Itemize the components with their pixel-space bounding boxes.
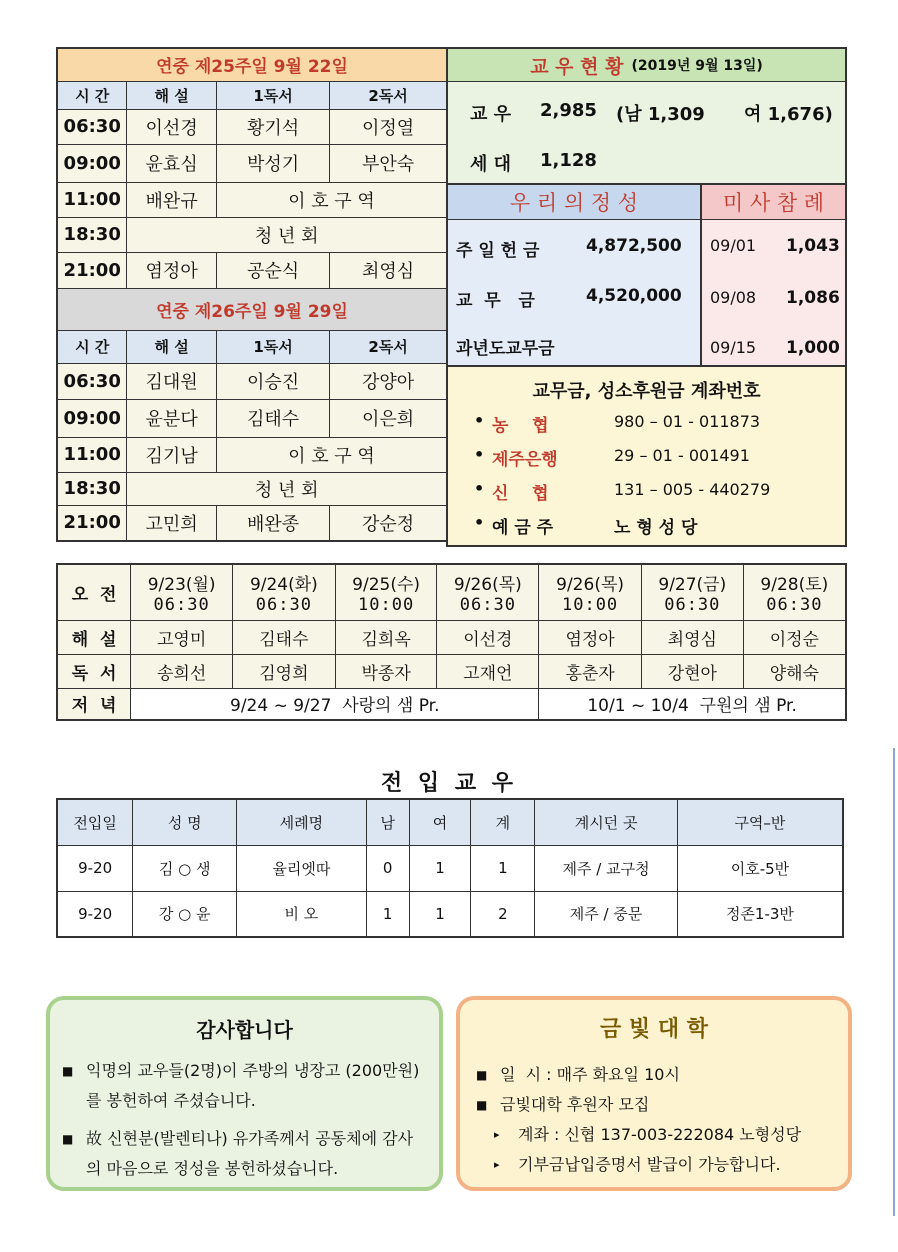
name-cell: 청 년 회 [127, 217, 447, 252]
name-cell: 김기남 [127, 437, 216, 472]
offering-label: 교 무 금 [456, 291, 535, 311]
day-date: 9/27(금) [658, 574, 727, 595]
cell: 제주 / 중문 [535, 891, 678, 937]
header-cell: 계시던 곳 [535, 799, 678, 845]
name-cell: 윤분다 [127, 399, 216, 437]
name-cell: 홍춘자 [539, 654, 642, 688]
square-bullet-icon: ■ [476, 1068, 488, 1082]
cell: 정존1-3반 [677, 891, 843, 937]
header-cell: 여 [409, 799, 471, 845]
college-subtext: 기부금납입증명서 발급이 가능합니다. [518, 1155, 781, 1174]
mass-date: 09/08 [710, 288, 757, 307]
name-cell: 황기석 [216, 109, 329, 144]
list-item [62, 1056, 422, 1116]
evening-schedule-2: 10/1 ~ 10/4 구원의 샘 Pr. [539, 688, 846, 720]
cell: 김 ○ 생 [133, 845, 237, 891]
header-reading2: 2독서 [330, 330, 447, 363]
name-cell: 배완종 [216, 505, 329, 541]
day-date: 9/23(월) [147, 574, 216, 595]
header-cell: 구역–반 [677, 799, 843, 845]
header-reading1: 1독서 [216, 81, 329, 109]
name-cell: 공순식 [216, 252, 329, 288]
day-cell [131, 564, 233, 620]
table-row [57, 363, 447, 399]
day-cell [233, 564, 336, 620]
name-cell: 강순정 [330, 505, 447, 541]
table-row [57, 182, 447, 217]
cell: 제주 / 교구청 [535, 845, 678, 891]
name-cell: 김희옥 [335, 620, 437, 654]
time-cell: 11:00 [57, 182, 127, 217]
account-number: 980 – 01 - 011873 [614, 412, 761, 431]
header-cell: 계 [471, 799, 535, 845]
day-time: 10:00 [358, 594, 415, 615]
table-row [57, 620, 846, 654]
name-cell: 박종자 [335, 654, 437, 688]
day-cell [641, 564, 743, 620]
day-time: 06:30 [664, 594, 721, 615]
week26-title: 연중 제26주일 9월 29일 [57, 288, 447, 330]
name-cell: 이선경 [127, 109, 216, 144]
cell: 강 ○ 윤 [133, 891, 237, 937]
table-row [57, 891, 843, 937]
mass-date: 09/15 [710, 338, 757, 357]
name-cell: 강양아 [330, 363, 447, 399]
header-reading2: 2독서 [330, 81, 447, 109]
day-date: 9/25(수) [352, 574, 421, 595]
evening-schedule-1: 9/24 ~ 9/27 사랑의 샘 Pr. [131, 688, 539, 720]
header-cell: 전입일 [57, 799, 133, 845]
table-row [57, 217, 447, 252]
households-value: 1,128 [540, 150, 597, 171]
label-evening: 저 녁 [57, 688, 131, 720]
cell: 이호-5반 [677, 845, 843, 891]
name-cell: 이 호 구 역 [216, 182, 447, 217]
list-item [476, 1090, 846, 1120]
cell: 9-20 [57, 845, 133, 891]
account-box [446, 365, 847, 547]
label-morning: 오 전 [57, 564, 131, 620]
male-count: (남 1,309 [616, 104, 705, 125]
mass-date: 09/01 [710, 236, 757, 255]
list-item [476, 1120, 846, 1150]
header-time: 시 간 [57, 330, 127, 363]
name-cell: 김태수 [233, 620, 336, 654]
list-item [476, 1150, 846, 1180]
cell: 1 [409, 891, 471, 937]
name-cell: 박성기 [216, 144, 329, 182]
triangle-bullet-icon: ▸ [494, 1158, 500, 1171]
account-row: • 신 협 131 – 005 - 440279 [474, 479, 771, 504]
status-date: (2019년 9월 13일) [631, 58, 763, 74]
name-cell: 고재언 [437, 654, 539, 688]
transfer-title: 전 입 교 우 [381, 771, 517, 796]
offering-value: 4,872,500 [586, 236, 682, 256]
name-cell: 송희선 [131, 654, 233, 688]
cell: 1 [471, 845, 535, 891]
mass-attendance-box [700, 183, 847, 367]
table-row [57, 437, 447, 472]
header-cell: 남 [366, 799, 409, 845]
status-body [448, 82, 845, 184]
name-cell: 최영심 [641, 620, 743, 654]
name-cell: 부안숙 [330, 144, 447, 182]
name-cell: 이정순 [743, 620, 846, 654]
time-cell: 18:30 [57, 472, 127, 505]
account-row: • 농 협 980 – 01 - 011873 [474, 411, 761, 436]
name-cell: 김대원 [127, 363, 216, 399]
list-item [476, 1060, 846, 1090]
name-cell: 고민희 [127, 505, 216, 541]
day-date: 9/26(목) [556, 574, 625, 595]
bank-name: 제주은행 [492, 450, 558, 470]
cell: 0 [366, 845, 409, 891]
time-cell: 11:00 [57, 437, 127, 472]
header-commentary: 해 설 [127, 81, 216, 109]
name-cell: 김영희 [233, 654, 336, 688]
day-cell [335, 564, 437, 620]
account-number: 131 – 005 - 440279 [614, 480, 771, 499]
table-row [57, 654, 846, 688]
golden-college-box [456, 996, 852, 1191]
name-cell: 이승진 [216, 363, 329, 399]
thanks-text: 익명의 교우들(2명)이 주방의 냉장고 (200만원)를 봉헌하여 주셨습니다. [86, 1061, 420, 1110]
mass-count: 1,086 [786, 288, 840, 308]
cell: 1 [409, 845, 471, 891]
square-bullet-icon: ■ [62, 1064, 74, 1078]
account-row: • 예 금 주 노 형 성 당 [474, 513, 698, 538]
table-row [57, 252, 447, 288]
name-cell: 배완규 [127, 182, 216, 217]
label-reading: 독 서 [57, 654, 131, 688]
offering-title: 우 리 의 정 성 [509, 191, 639, 215]
day-time: 06:30 [153, 594, 210, 615]
day-time: 06:30 [255, 594, 312, 615]
name-cell: 고영미 [131, 620, 233, 654]
day-time: 06:30 [459, 594, 516, 615]
name-cell: 이은희 [330, 399, 447, 437]
name-cell: 김태수 [216, 399, 329, 437]
member-status-box [446, 47, 847, 185]
time-cell: 09:00 [57, 399, 127, 437]
table-row [57, 109, 447, 144]
offering-label: 과년도교무금 [456, 339, 555, 359]
table-row [57, 399, 447, 437]
status-header [448, 49, 845, 82]
sunday-schedule-table [56, 47, 448, 542]
name-cell: 윤효심 [127, 144, 216, 182]
account-row: • 제주은행 29 – 01 - 001491 [474, 445, 750, 470]
time-cell: 18:30 [57, 217, 127, 252]
offering-value: 4,520,000 [586, 286, 682, 306]
name-cell: 이선경 [437, 620, 539, 654]
cell: 율리엣따 [237, 845, 367, 891]
cell: 1 [366, 891, 409, 937]
square-bullet-icon: ■ [476, 1098, 488, 1112]
name-cell: 최영심 [330, 252, 447, 288]
day-time: 10:00 [561, 594, 619, 615]
households-label: 세 대 [470, 154, 512, 175]
time-cell: 21:00 [57, 505, 127, 541]
bank-name: 농 협 [492, 416, 549, 436]
mass-count: 1,043 [786, 236, 840, 256]
status-title: 교 우 현 황 [530, 55, 624, 78]
header-reading1: 1독서 [216, 330, 329, 363]
name-cell: 염정아 [539, 620, 642, 654]
time-cell: 09:00 [57, 144, 127, 182]
members-label: 교 우 [470, 104, 512, 125]
day-cell [539, 564, 642, 620]
offering-label: 주 일 헌 금 [456, 241, 540, 261]
label-commentary: 해 설 [57, 620, 131, 654]
account-holder: 노 형 성 당 [614, 518, 698, 538]
square-bullet-icon: ■ [62, 1132, 74, 1146]
day-date: 9/28(토) [760, 574, 829, 595]
name-cell: 강현아 [641, 654, 743, 688]
table-row [57, 845, 843, 891]
transfer-table [56, 798, 844, 938]
weekday-schedule-table [56, 563, 847, 721]
header-time: 시 간 [57, 81, 127, 109]
time-cell: 06:30 [57, 363, 127, 399]
header-commentary: 해 설 [127, 330, 216, 363]
mass-title: 미 사 참 례 [722, 191, 825, 215]
college-text: 일 시 : 매주 화요일 10시 [500, 1065, 680, 1084]
thanks-box [46, 996, 443, 1191]
thanks-title: 감사합니다 [196, 1018, 293, 1042]
time-cell: 06:30 [57, 109, 127, 144]
mass-count: 1,000 [786, 338, 840, 358]
members-value: 2,985 [540, 100, 597, 121]
table-row [57, 505, 447, 541]
header-cell: 세례명 [237, 799, 367, 845]
cell: 비 오 [237, 891, 367, 937]
name-cell: 청 년 회 [127, 472, 447, 505]
college-text: 금빛대학 후원자 모집 [500, 1095, 650, 1114]
bank-name: 신 협 [492, 484, 549, 504]
day-date: 9/26(목) [453, 574, 522, 595]
account-number: 29 – 01 - 001491 [614, 446, 750, 465]
thanks-text: 故 신현분(발렌티나) 유가족께서 공동체에 감사의 마음으로 정성을 봉헌하셨습니다. [86, 1129, 414, 1178]
week25-title: 연중 제25주일 9월 22일 [57, 48, 447, 81]
table-row [57, 144, 447, 182]
female-count: 여 1,676) [744, 104, 833, 125]
table-row [57, 688, 846, 720]
offering-box [446, 183, 702, 367]
name-cell: 이정열 [330, 109, 447, 144]
college-title: 금 빛 대 학 [600, 1017, 708, 1042]
list-item [62, 1124, 422, 1184]
day-cell [743, 564, 846, 620]
name-cell: 염정아 [127, 252, 216, 288]
name-cell: 양해숙 [743, 654, 846, 688]
name-cell: 이 호 구 역 [216, 437, 447, 472]
account-title: 교무금, 성소후원금 계좌번호 [532, 381, 761, 402]
table-row [57, 472, 447, 505]
header-cell: 성 명 [133, 799, 237, 845]
cell: 2 [471, 891, 535, 937]
college-subtext: 계좌 : 신협 137-003-222084 노형성당 [518, 1125, 802, 1144]
day-cell [437, 564, 539, 620]
day-time: 06:30 [766, 594, 823, 615]
triangle-bullet-icon: ▸ [494, 1128, 500, 1141]
cell: 9-20 [57, 891, 133, 937]
page-edge-line [893, 748, 895, 1216]
time-cell: 21:00 [57, 252, 127, 288]
day-date: 9/24(화) [249, 574, 318, 595]
account-holder-label: 예 금 주 [492, 518, 554, 538]
